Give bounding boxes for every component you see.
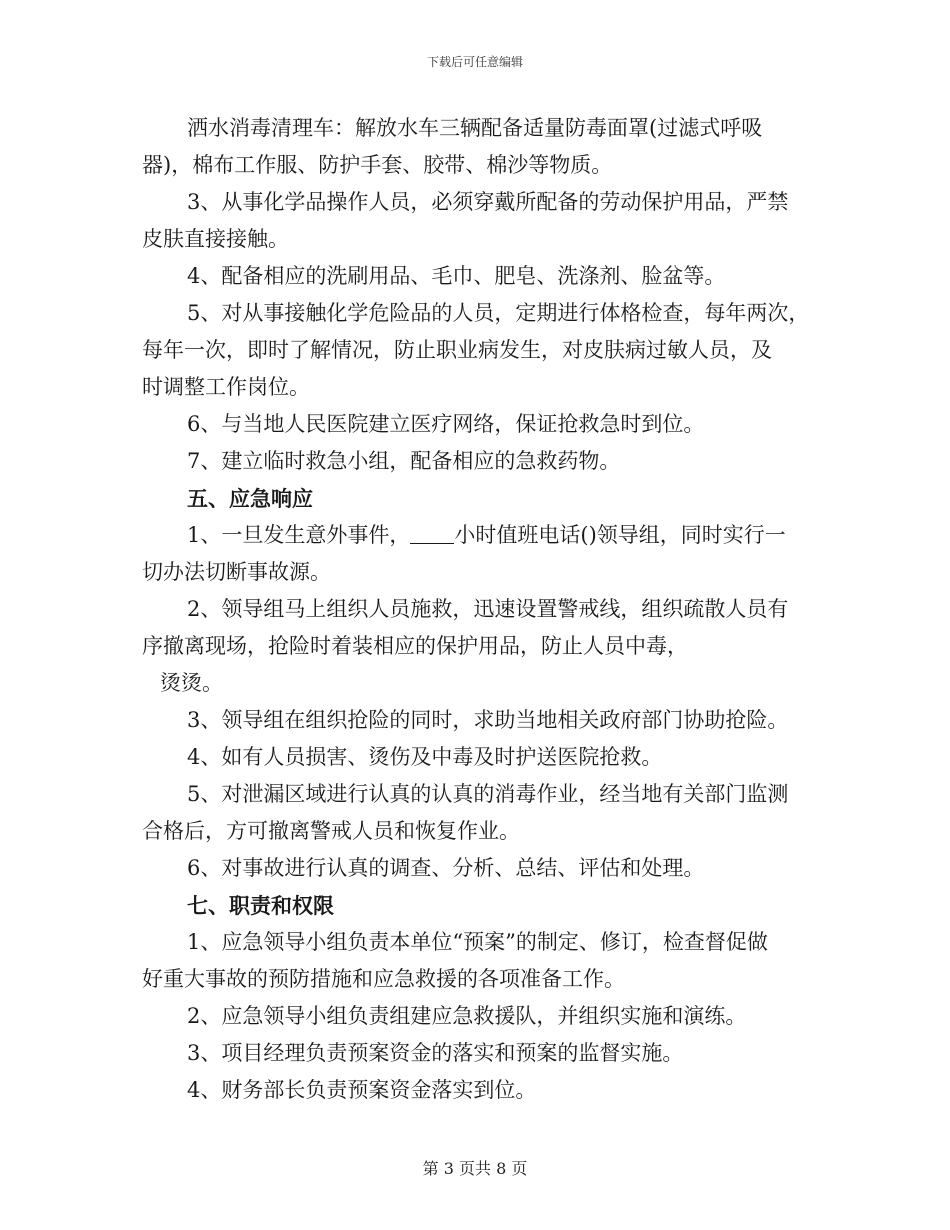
document-body bbox=[142, 110, 832, 1109]
paragraph-line: 6、对事故进行认真的调查、分析、总结、评估和处理。 bbox=[187, 856, 705, 880]
line-segment: 小时值班电话()领导组，同时实行一 bbox=[454, 523, 786, 547]
paragraph-line: 3、领导组在组织抢险的同时，求助当地相关政府部门协助抢险。 bbox=[187, 708, 789, 732]
paragraph-line: 洒水消毒清理车：解放水车三辆配备适量防毒面罩(过滤式呼吸 bbox=[187, 116, 763, 140]
paragraph-line: 烫烫。 bbox=[160, 671, 223, 695]
paragraph-line: 器)，棉布工作服、防护手套、胶带、棉沙等物质。 bbox=[142, 153, 613, 177]
paragraph-line: 6、与当地人民医院建立医疗网络，保证抢救急时到位。 bbox=[187, 412, 705, 436]
section-heading: 五、应急响应 bbox=[187, 486, 313, 511]
paragraph-line: 2、应急领导小组负责组建应急救援队，并组织实施和演练。 bbox=[187, 1004, 747, 1028]
paragraph-line: 2、领导组马上组织人员施救，迅速设置警戒线，组织疏散人员有 bbox=[187, 597, 789, 621]
paragraph-line: 时调整工作岗位。 bbox=[142, 375, 310, 399]
paragraph-line: 5、对从事接触化学危险品的人员，定期进行体格检查，每年两次， bbox=[187, 301, 810, 325]
paragraph-line: 好重大事故的预防措施和应急救援的各项准备工作。 bbox=[142, 967, 625, 991]
paragraph-line: 皮肤直接接触。 bbox=[142, 227, 289, 251]
paragraph-line: 每年一次，即时了解情况，防止职业病发生，对皮肤病过敏人员，及 bbox=[142, 338, 772, 362]
paragraph-line: 4、财务部长负责预案资金落实到位。 bbox=[187, 1078, 537, 1102]
paragraph-line: 合格后，方可撤离警戒人员和恢复作业。 bbox=[142, 819, 520, 843]
line-segment: 1、一旦发生意外事件， bbox=[187, 523, 411, 547]
paragraph-line: 切办法切断事故源。 bbox=[142, 560, 331, 584]
paragraph-line: 4、配备相应的洗刷用品、毛巾、肥皂、洗涤剂、脸盆等。 bbox=[187, 264, 726, 288]
paragraph-line: 3、项目经理负责预案资金的落实和预案的监督实施。 bbox=[187, 1041, 684, 1065]
paragraph-line bbox=[142, 517, 832, 554]
page-footer: 第 3 页共 8 页 bbox=[422, 1159, 528, 1178]
paragraph-line: 5、对泄漏区域进行认真的认真的消毒作业，经当地有关部门监测 bbox=[187, 782, 789, 806]
fill-in-blank bbox=[410, 521, 454, 544]
section-heading: 七、职责和权限 bbox=[187, 893, 334, 918]
paragraph-line: 序撤离现场，抢险时着装相应的保护用品，防止人员中毒， bbox=[142, 634, 688, 658]
paragraph-line: 7、建立临时救急小组，配备相应的急救药物。 bbox=[187, 449, 621, 473]
page-header: 下载后可任意编辑 bbox=[426, 55, 523, 69]
paragraph-line: 1、应急领导小组负责本单位“预案”的制定、修订，检查督促做 bbox=[187, 930, 768, 954]
paragraph-line: 3、从事化学品操作人员，必须穿戴所配备的劳动保护用品，严禁 bbox=[187, 190, 789, 214]
paragraph-line: 4、如有人员损害、烫伤及中毒及时护送医院抢救。 bbox=[187, 745, 663, 769]
